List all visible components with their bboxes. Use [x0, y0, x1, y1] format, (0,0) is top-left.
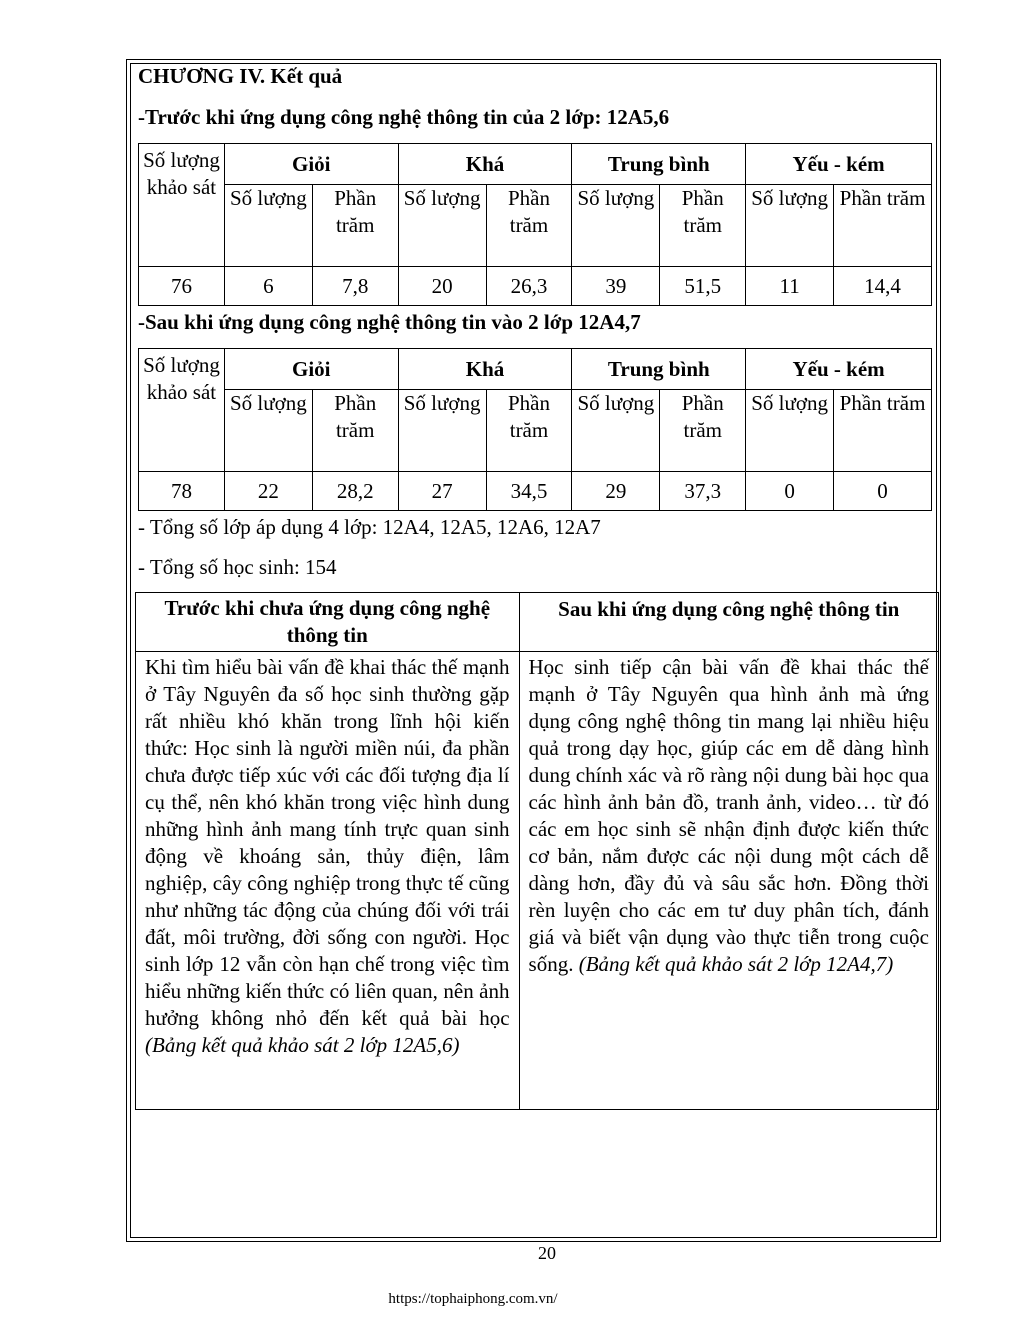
count-header: Số lượng	[398, 185, 486, 267]
table-cell: 20	[398, 267, 486, 306]
count-header: Số lượng	[398, 390, 486, 472]
count-header: Số lượng	[572, 390, 660, 472]
table-cell: 11	[746, 267, 834, 306]
group-header-trung-binh: Trung bình	[572, 349, 746, 390]
chapter-title: CHƯƠNG IV. Kết quả	[138, 64, 343, 88]
count-header: Số lượng	[572, 185, 660, 267]
group-header-kha: Khá	[398, 144, 572, 185]
table-cell: 6	[224, 267, 312, 306]
count-header: Số lượng	[224, 185, 312, 267]
group-header-yeu-kem: Yếu - kém	[746, 144, 932, 185]
before-description	[136, 652, 520, 1110]
percent-header: Phần trăm	[486, 185, 572, 267]
before-column-header: Trước khi chưa ứng dụng công nghệ thông tin	[136, 593, 520, 652]
page-number: 20	[538, 1243, 556, 1263]
before-results-table	[138, 143, 932, 306]
table-cell: 14,4	[834, 267, 932, 306]
percent-header: Phần trăm	[834, 185, 932, 267]
table-cell: 0	[834, 472, 932, 511]
table-cell: 51,5	[660, 267, 746, 306]
percent-header: Phần trăm	[312, 390, 398, 472]
table-cell: 0	[746, 472, 834, 511]
surveyed-header: Số lượng khảo sát	[139, 144, 225, 267]
after-text: Học sinh tiếp cận bài vấn đề khai thác thế mạnh ở Tây Nguyên qua hình ảnh mà ứng dụng công nghệ thông tin mang lại nhiều hiệu quả trong dạy học, giúp các em dễ dàng hình dung chính xác và rõ ràng nội dung bài học qua các hình ảnh bản đồ, tranh ảnh, video… từ đó các em học sinh sẽ nhận định được kiến thức cơ bản, nắm được các nội dung một cách dễ dàng hơn, đầy đủ và sâu sắc hơn. Đồng thời rèn luyện cho các em tư duy phân tích, đánh giá và biết vận dụng vào thực tiễn trong cuộc sống.	[528, 655, 929, 976]
group-header-yeu-kem: Yếu - kém	[746, 349, 932, 390]
group-header-trung-binh: Trung bình	[572, 144, 746, 185]
table-cell: 26,3	[486, 267, 572, 306]
count-header: Số lượng	[746, 390, 834, 472]
percent-header: Phần trăm	[660, 390, 746, 472]
percent-header: Phần trăm	[834, 390, 932, 472]
percent-header: Phần trăm	[660, 185, 746, 267]
comparison-table	[135, 592, 939, 1110]
table-cell: 7,8	[312, 267, 398, 306]
table-cell: 29	[572, 472, 660, 511]
table-cell: 34,5	[486, 472, 572, 511]
surveyed-header: Số lượng khảo sát	[139, 349, 225, 472]
table-cell: 78	[139, 472, 225, 511]
percent-header: Phần trăm	[312, 185, 398, 267]
after-heading: -Sau khi ứng dụng công nghệ thông tin vào 2 lớp 12A4,7	[138, 310, 641, 334]
page-frame	[126, 59, 941, 1242]
table-row	[139, 267, 932, 306]
table-cell: 22	[224, 472, 312, 511]
table-row	[139, 472, 932, 511]
table-cell: 76	[139, 267, 225, 306]
footer-url: https://tophaiphong.com.vn/	[388, 1291, 558, 1307]
group-header-gioi: Giỏi	[224, 144, 398, 185]
after-column-header: Sau khi ứng dụng công nghệ thông tin	[519, 593, 938, 652]
count-header: Số lượng	[224, 390, 312, 472]
total-students: - Tổng số học sinh: 154	[138, 555, 337, 579]
table-cell: 27	[398, 472, 486, 511]
group-header-gioi: Giỏi	[224, 349, 398, 390]
table-cell: 37,3	[660, 472, 746, 511]
after-note: (Bảng kết quả khảo sát 2 lớp 12A4,7)	[578, 952, 894, 976]
before-text: Khi tìm hiểu bài vấn đề khai thác thế mạnh ở Tây Nguyên đa số học sinh thường gặp rất nhiều khó khăn trong lĩnh hội kiến thức: Học sinh là người miền núi, đa phần chưa được tiếp xúc với các đối tượng địa lí cụ thể, nên khó khăn trong việc hình dung những hình ảnh mang tính trực quan sinh động về khoáng sản, thủy điện, lâm nghiệp, cây công nghiệp trong thực tế cũng như những tác động của chúng đối với trái đất, môi trường, đời sống con người. Học sinh lớp 12 vẫn còn hạn chế trong việc tìm hiểu những kiến thức có liên quan, nên ảnh hưởng không nhỏ đến kết quả bài học	[145, 655, 510, 1030]
before-heading: -Trước khi ứng dụng công nghệ thông tin của 2 lớp: 12A5,6	[138, 105, 670, 129]
after-results-table	[138, 348, 932, 511]
count-header: Số lượng	[746, 185, 834, 267]
table-cell: 39	[572, 267, 660, 306]
group-header-kha: Khá	[398, 349, 572, 390]
total-classes: - Tổng số lớp áp dụng 4 lớp: 12A4, 12A5, 12A6, 12A7	[138, 515, 601, 539]
after-description	[519, 652, 938, 1110]
table-cell: 28,2	[312, 472, 398, 511]
percent-header: Phần trăm	[486, 390, 572, 472]
before-note: (Bảng kết quả khảo sát 2 lớp 12A5,6)	[145, 1033, 460, 1057]
